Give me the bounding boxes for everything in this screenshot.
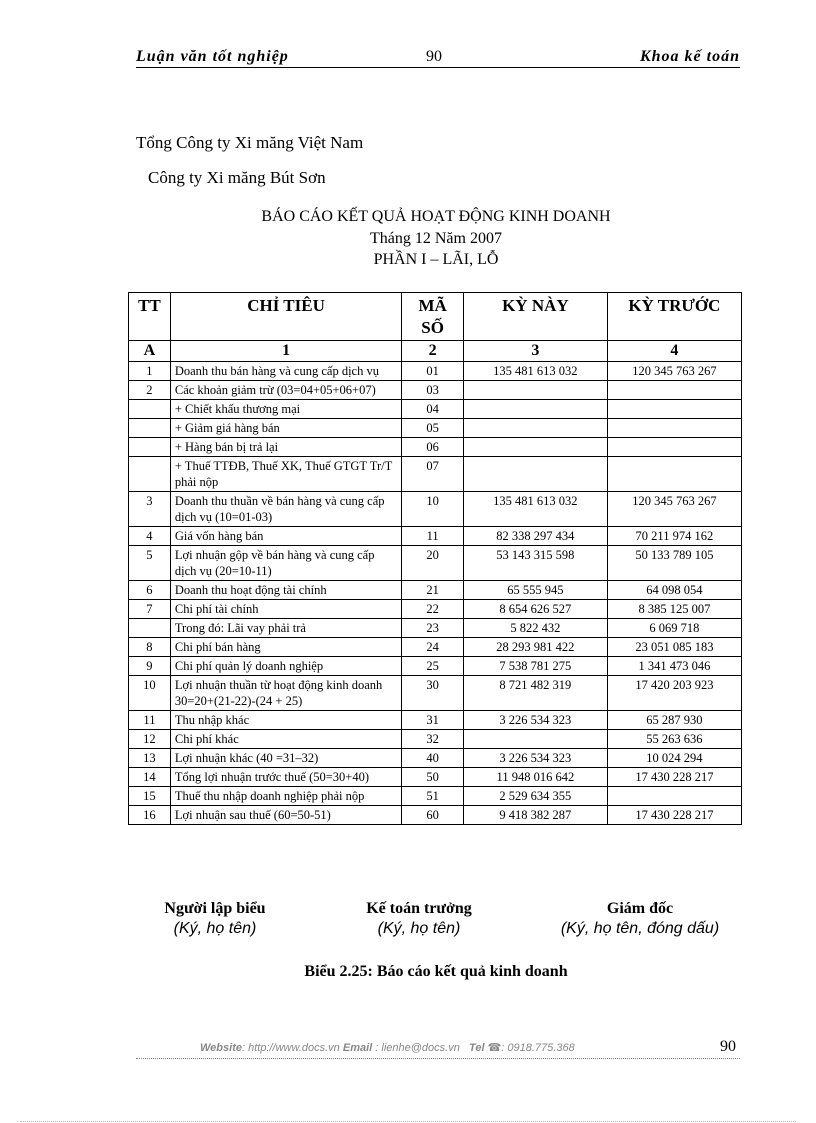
row-number bbox=[129, 419, 171, 438]
row-number: 2 bbox=[129, 381, 171, 400]
income-statement-table bbox=[128, 292, 742, 825]
row-number: 6 bbox=[129, 581, 171, 600]
row-previous-period bbox=[607, 787, 741, 806]
row-number bbox=[129, 457, 171, 492]
signature-role: Người lập biểu bbox=[164, 900, 266, 917]
signature-preparer bbox=[140, 900, 290, 938]
index-cell: 2 bbox=[402, 341, 464, 362]
row-number: 8 bbox=[129, 638, 171, 657]
footer-website-label: Website bbox=[200, 1042, 242, 1054]
row-indicator: Giá vốn hàng bán bbox=[170, 527, 401, 546]
row-previous-period: 17 430 228 217 bbox=[607, 806, 741, 825]
header-left-text: Luận văn tốt nghiệp bbox=[136, 48, 289, 65]
row-number: 12 bbox=[129, 730, 171, 749]
org-parent-name: Tổng Công ty Xi măng Việt Nam bbox=[136, 133, 364, 152]
row-current-period: 7 538 781 275 bbox=[463, 657, 607, 676]
header-right-text: Khoa kế toán bbox=[639, 48, 740, 65]
row-current-period bbox=[463, 381, 607, 400]
table-row bbox=[129, 676, 742, 711]
signature-chief-accountant bbox=[344, 900, 494, 938]
row-code: 25 bbox=[402, 657, 464, 676]
footer-website-link[interactable]: : http://www.docs.vn bbox=[241, 1042, 340, 1054]
row-code: 01 bbox=[402, 362, 464, 381]
row-number: 11 bbox=[129, 711, 171, 730]
row-previous-period: 6 069 718 bbox=[607, 619, 741, 638]
table-row bbox=[129, 400, 742, 419]
row-number: 9 bbox=[129, 657, 171, 676]
row-current-period: 3 226 534 323 bbox=[463, 749, 607, 768]
row-current-period: 53 143 315 598 bbox=[463, 546, 607, 581]
row-current-period: 3 226 534 323 bbox=[463, 711, 607, 730]
row-code: 24 bbox=[402, 638, 464, 657]
row-number: 13 bbox=[129, 749, 171, 768]
row-current-period: 8 654 626 527 bbox=[463, 600, 607, 619]
row-current-period: 135 481 613 032 bbox=[463, 362, 607, 381]
row-previous-period: 23 051 085 183 bbox=[607, 638, 741, 657]
signature-note: (Ký, họ tên, đóng dấu) bbox=[560, 920, 720, 937]
header-ky-nay: KỲ NÀY bbox=[463, 293, 607, 341]
row-code: 31 bbox=[402, 711, 464, 730]
table-row bbox=[129, 806, 742, 825]
row-previous-period: 70 211 974 162 bbox=[607, 527, 741, 546]
row-current-period bbox=[463, 457, 607, 492]
table-index-row bbox=[129, 341, 742, 362]
phone-icon: ☎ bbox=[487, 1042, 502, 1054]
row-indicator: Chi phí quản lý doanh nghiệp bbox=[170, 657, 401, 676]
row-code: 03 bbox=[402, 381, 464, 400]
row-number bbox=[129, 400, 171, 419]
index-cell: 1 bbox=[170, 341, 401, 362]
header-tt: TT bbox=[129, 293, 171, 341]
row-current-period: 9 418 382 287 bbox=[463, 806, 607, 825]
row-current-period: 8 721 482 319 bbox=[463, 676, 607, 711]
row-previous-period: 10 024 294 bbox=[607, 749, 741, 768]
report-title: BÁO CÁO KẾT QUẢ HOẠT ĐỘNG KINH DOANH bbox=[261, 208, 611, 225]
row-indicator: Thu nhập khác bbox=[170, 711, 401, 730]
row-indicator: Chi phí tài chính bbox=[170, 600, 401, 619]
row-current-period: 135 481 613 032 bbox=[463, 492, 607, 527]
row-current-period: 5 822 432 bbox=[463, 619, 607, 638]
footer-tel: : 0918.775.368 bbox=[501, 1042, 575, 1054]
row-number bbox=[129, 438, 171, 457]
footer-rule bbox=[136, 1058, 740, 1059]
table-row bbox=[129, 419, 742, 438]
row-current-period bbox=[463, 730, 607, 749]
signature-note: (Ký, họ tên) bbox=[377, 920, 461, 937]
table-row bbox=[129, 638, 742, 657]
table-row bbox=[129, 730, 742, 749]
row-code: 50 bbox=[402, 768, 464, 787]
row-previous-period bbox=[607, 400, 741, 419]
row-code: 23 bbox=[402, 619, 464, 638]
page-footer bbox=[136, 1038, 740, 1062]
row-indicator: + Chiết khấu thương mại bbox=[170, 400, 401, 419]
row-indicator: Chi phí khác bbox=[170, 730, 401, 749]
table-row bbox=[129, 381, 742, 400]
row-code: 10 bbox=[402, 492, 464, 527]
row-current-period: 11 948 016 642 bbox=[463, 768, 607, 787]
row-current-period bbox=[463, 438, 607, 457]
row-code: 05 bbox=[402, 419, 464, 438]
row-previous-period: 1 341 473 046 bbox=[607, 657, 741, 676]
row-previous-period: 17 430 228 217 bbox=[607, 768, 741, 787]
table-row bbox=[129, 657, 742, 676]
table-row bbox=[129, 362, 742, 381]
row-indicator: Doanh thu bán hàng và cung cấp dịch vụ bbox=[170, 362, 401, 381]
row-current-period: 65 555 945 bbox=[463, 581, 607, 600]
page-header bbox=[136, 48, 740, 70]
row-previous-period: 65 287 930 bbox=[607, 711, 741, 730]
signature-note: (Ký, họ tên) bbox=[173, 920, 257, 937]
row-indicator: + Giảm giá hàng bán bbox=[170, 419, 401, 438]
row-code: 20 bbox=[402, 546, 464, 581]
row-indicator: Doanh thu hoạt động tài chính bbox=[170, 581, 401, 600]
row-previous-period: 55 263 636 bbox=[607, 730, 741, 749]
row-code: 04 bbox=[402, 400, 464, 419]
row-current-period bbox=[463, 419, 607, 438]
table-row bbox=[129, 457, 742, 492]
row-indicator: Trong đó: Lãi vay phải trả bbox=[170, 619, 401, 638]
index-cell: 3 bbox=[463, 341, 607, 362]
footer-email-label: Email bbox=[342, 1042, 373, 1054]
row-previous-period bbox=[607, 381, 741, 400]
row-previous-period bbox=[607, 457, 741, 492]
row-indicator: Lợi nhuận sau thuế (60=50-51) bbox=[170, 806, 401, 825]
table-row bbox=[129, 546, 742, 581]
row-number: 10 bbox=[129, 676, 171, 711]
row-number: 4 bbox=[129, 527, 171, 546]
row-current-period bbox=[463, 400, 607, 419]
row-previous-period: 8 385 125 007 bbox=[607, 600, 741, 619]
footer-tel-label: Tel bbox=[469, 1042, 485, 1054]
table-row bbox=[129, 787, 742, 806]
table-row bbox=[129, 581, 742, 600]
header-rule bbox=[136, 67, 740, 68]
row-indicator: Chi phí bán hàng bbox=[170, 638, 401, 657]
table-row bbox=[129, 438, 742, 457]
header-chi-tieu: CHỈ TIÊU bbox=[170, 293, 401, 341]
report-period: Tháng 12 Năm 2007 bbox=[370, 230, 502, 247]
index-cell: 4 bbox=[607, 341, 741, 362]
table-header-row bbox=[129, 293, 742, 341]
signature-role: Giám đốc bbox=[606, 900, 674, 917]
row-indicator: + Thuế TTĐB, Thuế XK, Thuế GTGT Tr/T phải nộp bbox=[170, 457, 401, 492]
row-previous-period: 120 345 763 267 bbox=[607, 492, 741, 527]
header-ky-truoc: KỲ TRƯỚC bbox=[607, 293, 741, 341]
row-code: 32 bbox=[402, 730, 464, 749]
footer-email-link[interactable]: : lienhe@docs.vn bbox=[372, 1042, 460, 1054]
row-previous-period: 64 098 054 bbox=[607, 581, 741, 600]
row-current-period: 28 293 981 422 bbox=[463, 638, 607, 657]
row-indicator: Các khoản giảm trừ (03=04+05+06+07) bbox=[170, 381, 401, 400]
row-number: 16 bbox=[129, 806, 171, 825]
row-code: 11 bbox=[402, 527, 464, 546]
row-number: 3 bbox=[129, 492, 171, 527]
row-indicator: Tổng lợi nhuận trước thuế (50=30+40) bbox=[170, 768, 401, 787]
header-page-number: 90 bbox=[426, 48, 442, 65]
signature-role: Kế toán trưởng bbox=[366, 900, 472, 917]
row-indicator: Lợi nhuận gộp về bán hàng và cung cấp dịch vụ (20=10-11) bbox=[170, 546, 401, 581]
row-previous-period: 50 133 789 105 bbox=[607, 546, 741, 581]
row-code: 30 bbox=[402, 676, 464, 711]
row-indicator: Doanh thu thuần về bán hàng và cung cấp dịch vụ (10=01-03) bbox=[170, 492, 401, 527]
row-previous-period bbox=[607, 438, 741, 457]
table-row bbox=[129, 600, 742, 619]
row-indicator: + Hàng bán bị trả lại bbox=[170, 438, 401, 457]
row-code: 51 bbox=[402, 787, 464, 806]
footer-page-number: 90 bbox=[720, 1038, 736, 1055]
table-row bbox=[129, 619, 742, 638]
row-code: 21 bbox=[402, 581, 464, 600]
row-indicator: Lợi nhuận khác (40 =31–32) bbox=[170, 749, 401, 768]
signature-director bbox=[550, 900, 730, 938]
row-current-period: 82 338 297 434 bbox=[463, 527, 607, 546]
row-code: 22 bbox=[402, 600, 464, 619]
org-company-name: Công ty Xi măng Bút Sơn bbox=[148, 168, 326, 187]
report-part: PHẦN I – LÃI, LỖ bbox=[373, 251, 499, 268]
index-cell: A bbox=[129, 341, 171, 362]
row-previous-period: 17 420 203 923 bbox=[607, 676, 741, 711]
table-row bbox=[129, 527, 742, 546]
row-number: 15 bbox=[129, 787, 171, 806]
row-number: 14 bbox=[129, 768, 171, 787]
row-number: 1 bbox=[129, 362, 171, 381]
row-number bbox=[129, 619, 171, 638]
figure-caption: Biểu 2.25: Báo cáo kết quả kinh doanh bbox=[304, 963, 568, 980]
row-code: 60 bbox=[402, 806, 464, 825]
table-row bbox=[129, 492, 742, 527]
row-code: 40 bbox=[402, 749, 464, 768]
table-row bbox=[129, 711, 742, 730]
row-code: 06 bbox=[402, 438, 464, 457]
table-row bbox=[129, 768, 742, 787]
footer-contact bbox=[200, 1041, 575, 1054]
row-code: 07 bbox=[402, 457, 464, 492]
row-indicator: Thuế thu nhập doanh nghiệp phải nộp bbox=[170, 787, 401, 806]
row-number: 7 bbox=[129, 600, 171, 619]
row-number: 5 bbox=[129, 546, 171, 581]
row-previous-period bbox=[607, 419, 741, 438]
row-indicator: Lợi nhuận thuần từ hoạt động kinh doanh 30=20+(21-22)-(24 + 25) bbox=[170, 676, 401, 711]
row-previous-period: 120 345 763 267 bbox=[607, 362, 741, 381]
row-current-period: 2 529 634 355 bbox=[463, 787, 607, 806]
table-row bbox=[129, 749, 742, 768]
header-ma-so: MÃ SỐ bbox=[402, 293, 464, 341]
page-bottom-rule bbox=[20, 1121, 796, 1122]
